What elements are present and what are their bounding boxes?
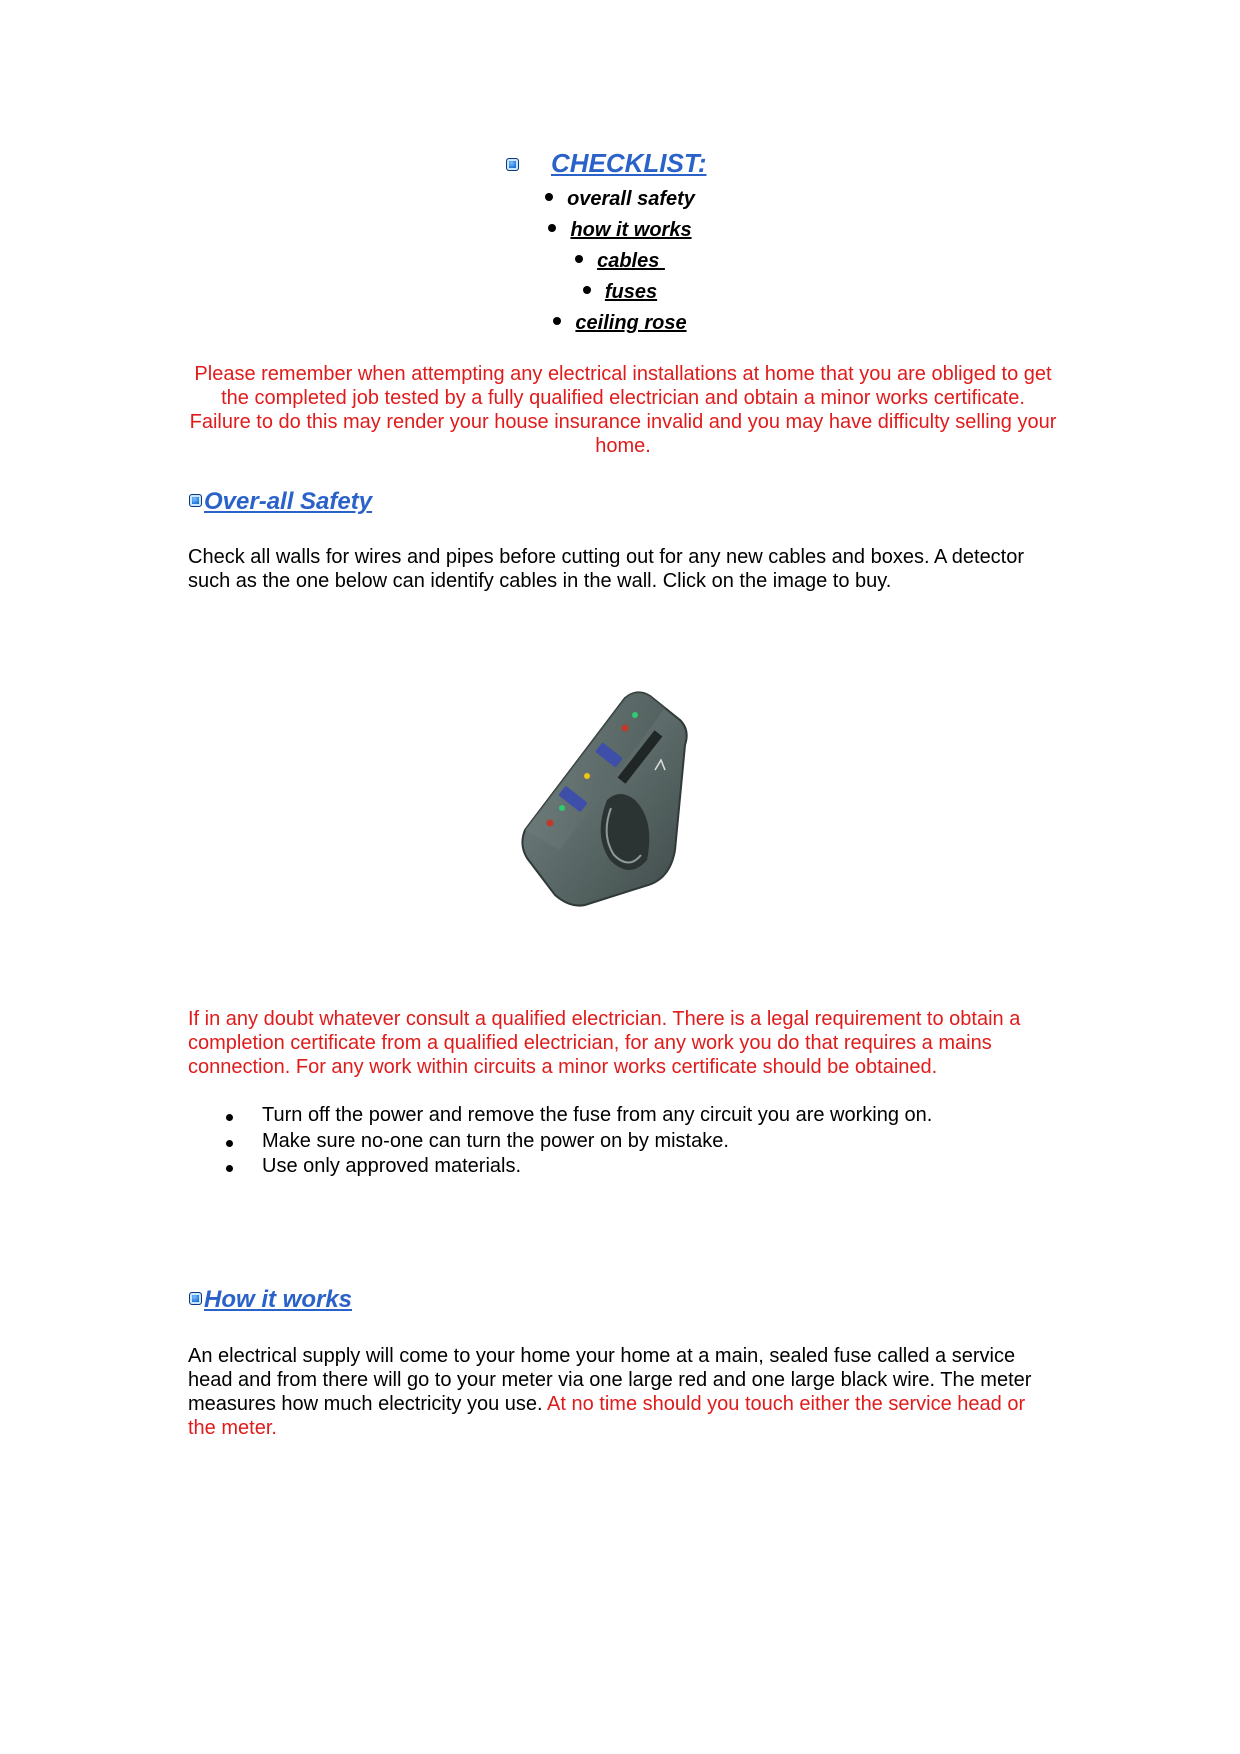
list-item: Turn off the power and remove the fuse from any circuit you are working on. xyxy=(0,1103,932,1129)
checklist-item-cables[interactable]: cables xyxy=(0,246,1240,277)
bullet-dot-icon xyxy=(553,317,561,325)
checklist-item-overall-safety[interactable]: overall safety xyxy=(0,184,1240,215)
blue-square-bullet-icon xyxy=(506,158,519,171)
checklist-title[interactable]: CHECKLIST: xyxy=(550,148,707,178)
qualified-electrician-warning: If in any doubt whatever consult a qualified electrician. There is a legal requirement to obtain a completion certificate from a qualified electrician, for any work you do that requires a mains connection. For any work within circuits a minor works certificate should be obtained. xyxy=(188,1008,1021,1078)
section-heading-overall-safety[interactable]: Over-all Safety xyxy=(189,488,372,516)
how-it-works-text: An electrical supply will come to your home your home at a main, sealed fuse called a service head and from there will go to your meter via one large red and one large black wire. The meter measures how much electricity you use. At no time should you touch either the service head or the meter. xyxy=(188,1345,1032,1439)
bullet-dot-icon xyxy=(575,255,583,263)
bullet-dot-icon xyxy=(548,224,556,232)
checklist-item-how-it-works[interactable]: how it works xyxy=(0,215,1240,246)
checklist-item-fuses[interactable]: fuses xyxy=(0,277,1240,308)
bullet-dot-icon xyxy=(545,193,553,201)
list-item: Use only approved materials. xyxy=(0,1154,932,1180)
cable-detector-image[interactable] xyxy=(515,690,715,910)
section-heading-how-it-works[interactable]: How it works xyxy=(189,1286,352,1314)
bullet-dot-icon xyxy=(583,286,591,294)
installation-notice: Please remember when attempting any electrical installations at home that you are obliged to get the completed job tested by a fully qualified electrician and obtain a minor works certificate. Failure to do this may render your house insurance invalid and you may have difficulty selling your home. xyxy=(189,363,1057,457)
checklist-item-ceiling-rose[interactable]: ceiling rose xyxy=(0,308,1240,339)
safety-bullet-list xyxy=(0,1103,932,1180)
overall-safety-intro: Check all walls for wires and pipes before cutting out for any new cables and boxes. A detector such as the one below can identify cables in the wall. Click on the image to buy. xyxy=(188,546,1025,592)
meter-warning: At no time should you touch either the service head or the meter. xyxy=(188,1393,1026,1439)
checklist-heading xyxy=(0,148,1240,179)
blue-square-bullet-icon xyxy=(189,1292,202,1305)
list-item: Make sure no-one can turn the power on by mistake. xyxy=(0,1129,932,1155)
blue-square-bullet-icon xyxy=(189,494,202,507)
checklist-links xyxy=(0,184,1240,339)
